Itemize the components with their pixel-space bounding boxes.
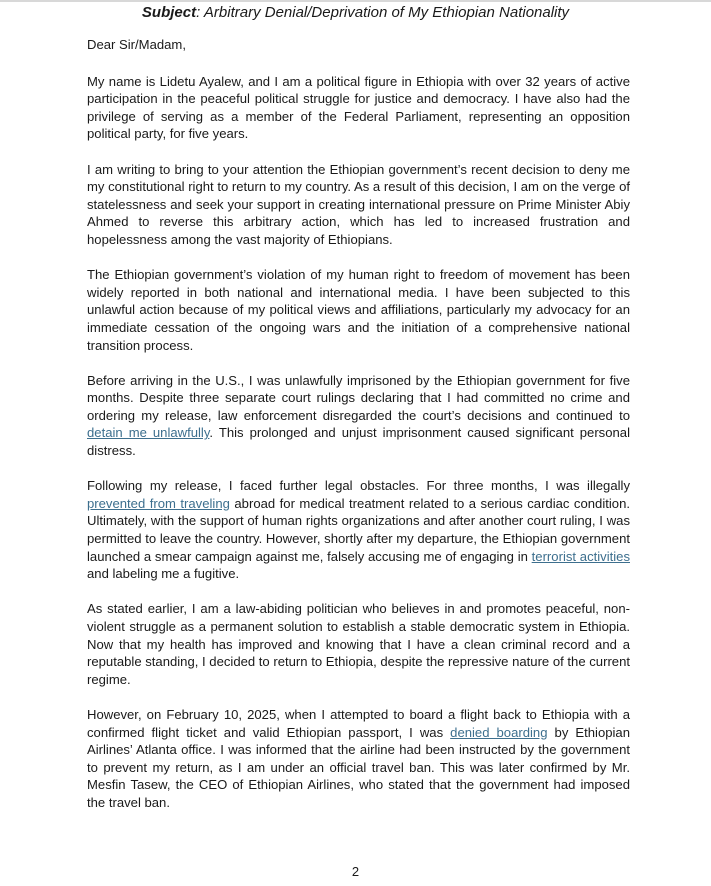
terrorist-activities-link[interactable]: terrorist activities: [531, 548, 630, 564]
paragraph-release: [87, 477, 630, 583]
subject-label: Subject: [141, 4, 197, 21]
paragraph-imprisonment: [87, 372, 630, 460]
salutation: Dear Sir/Madam,: [87, 37, 186, 52]
detain-unlawfully-link[interactable]: detain me unlawfully: [87, 425, 210, 441]
paragraph-return-decision: As stated earlier, I am a law-abiding politician who believes in and promotes peaceful, non-violent struggle as a permanent solution to establish a stable democratic system in Ethiopia. Now that my health has improved and knowing that I have a clean criminal record and a reputable standing, I decided to return to Ethiopia, despite the repressive nature of the current regime.: [87, 601, 631, 687]
paragraph-text: Following my release, I faced further legal obstacles. For three months, I was illegally: [87, 478, 630, 494]
page-number: 2: [351, 864, 360, 879]
paragraph-violation: The Ethiopian government’s violation of my human right to freedom of movement has been widely reported in both national and international media. I have been subjected to this unlawful action because of my political views and affiliations, particularly my advocacy for an immediate cessation of the ongoing wars and the initiation of a comprehensive national transition process.: [87, 267, 630, 353]
paragraph-text: abroad for medical treatment related to a serious cardiac condition. Ultimately, with the support of human rights organizations and after another court ruling, I was permitted to leave the country. However, shortly after my departure, the Ethiopian government launched a smear campaign against me, falsely accusing me of engaging in: [87, 495, 630, 564]
paragraph-denied-boarding: [87, 706, 630, 812]
paragraph-purpose: I am writing to bring to your attention the Ethiopian government’s recent decision to deny me my constitutional right to return to my country. As a result of this decision, I am on the verge of statelessness and seek your support in creating international pressure on Prime Minister Abiy Ahmed to reverse this arbitrary action, which has led to increased frustration and hopelessness among the vast majority of Ethiopians.: [87, 161, 630, 247]
paragraph-text: . This prolonged and unjust imprisonment caused significant personal distress.: [87, 425, 630, 459]
paragraph-text: However, on February 10, 2025, when I attempted to board a flight back to Ethiopia with a confirmed flight ticket and valid Ethiopian passport, I was: [87, 706, 630, 740]
prevented-from-traveling-link[interactable]: prevented from traveling: [87, 495, 230, 511]
letter-body: [87, 36, 630, 829]
subject-text: : Arbitrary Denial/Deprivation of My Ethiopian Nationality: [196, 4, 570, 21]
paragraph-text: and labeling me a fugitive.: [87, 566, 240, 582]
paragraph-text: by Ethiopian Airlines’ Atlanta office. I was informed that the airline had been instructed by the government to prevent my return, as I am under an official travel ban. This was later confirmed by Mr. Mesfin Tasew, the CEO of Ethiopian Airlines, who stated that the government had imposed the travel ban.: [87, 724, 630, 810]
paragraph-intro: My name is Lidetu Ayalew, and I am a political figure in Ethiopia with over 32 years of active participation in the peaceful political struggle for justice and democracy. I have also had the privilege of serving as a member of the Federal Parliament, representing an opposition political party, for five years.: [87, 73, 630, 142]
denied-boarding-link[interactable]: denied boarding: [450, 724, 548, 740]
subject-line: [0, 2, 711, 24]
paragraph-text: Before arriving in the U.S., I was unlawfully imprisoned by the Ethiopian government for five months. Despite three separate court rulings declaring that I had committed no crime and ordering my release, law enforcement disregarded the court’s decisions and continued to: [87, 372, 630, 423]
